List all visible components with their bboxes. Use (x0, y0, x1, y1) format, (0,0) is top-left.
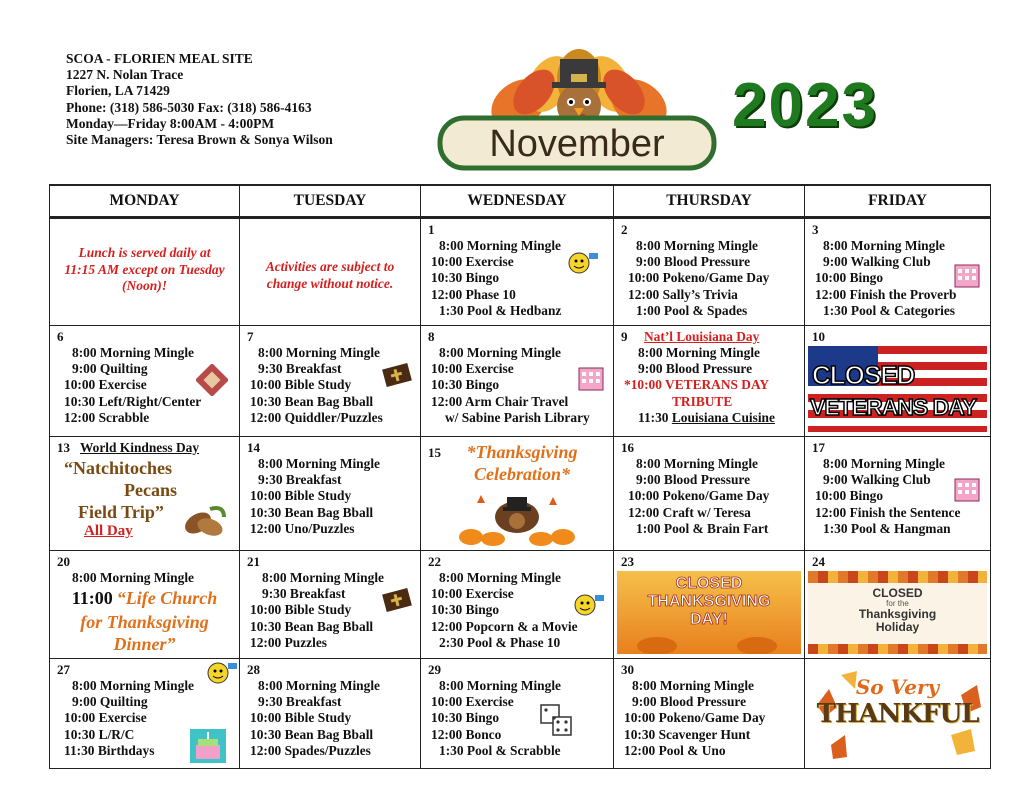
activity-item: 8:00 Morning Mingle (72, 570, 194, 585)
day-cell-23 (614, 551, 805, 659)
bingo-card-icon (953, 477, 981, 503)
activity-item: 9:30 Breakfast (258, 694, 342, 710)
header-thursday: THURSDAY (614, 185, 805, 218)
louisiana-day-title: Nat’l Louisiana Day (644, 329, 760, 344)
veterans-day-label: VETERANS DAY (810, 394, 977, 420)
activity-item: 10:00 Exercise (431, 254, 514, 270)
site-phone-fax: Phone: (318) 586-5030 Fax: (318) 586-4163 (66, 99, 312, 115)
activity-item: 12:00 Uno/Puzzles (250, 520, 355, 536)
activity-item: 10:00 Pokeno/Game Day (628, 270, 770, 286)
day-cell-8 (421, 326, 614, 437)
bingo-card-icon (953, 263, 981, 289)
louisiana-cuisine: Louisiana Cuisine (671, 409, 775, 425)
activity-item: 1:30 Pool & Hangman (823, 520, 951, 536)
bible-icon (380, 360, 414, 390)
activity-item: 10:30 L/R/C (64, 726, 135, 742)
activity-item: 12:00 Spades/Puzzles (250, 742, 371, 758)
so-very-thankful-art (811, 665, 984, 762)
cell-activities-note (240, 218, 421, 326)
header-wednesday: WEDNESDAY (421, 185, 614, 218)
site-hours: Monday—Friday 8:00AM - 4:00PM (66, 115, 275, 131)
activity-item: 9:30 Breakfast (258, 472, 342, 488)
month-label: November (489, 123, 665, 165)
closed-thanksgiving-banner (617, 571, 801, 654)
dinner-time: 11:00 (71, 588, 113, 608)
day-number: 13 (57, 440, 70, 455)
closed-label: CLOSED (812, 360, 915, 390)
activity-item: 8:00 Morning Mingle (262, 570, 384, 585)
field-trip (64, 457, 177, 523)
activity-item: 9:00 Blood Pressure (638, 361, 753, 377)
closed-label: CLOSED (675, 575, 743, 592)
activity-item: 12:00 Phase 10 (431, 286, 516, 302)
day-number: 6 (57, 329, 64, 344)
activity-item: 8:00 Morning Mingle (258, 456, 380, 471)
activity-item: 8:00 Morning Mingle (258, 678, 380, 693)
activity-item: 8:00 Morning Mingle (439, 570, 561, 585)
site-name: SCOA - FLORIEN MEAL SITE (66, 51, 253, 66)
activity-item: 10:00 Pokeno/Game Day (624, 710, 766, 726)
thanksgiving-celebration (457, 441, 587, 485)
activity-list (240, 456, 420, 537)
day-number: 23 (621, 554, 634, 569)
thanksgiving-label: THANKSGIVING (647, 593, 771, 610)
closed-label: CLOSED (872, 586, 923, 600)
calendar-grid (49, 184, 991, 769)
day-cell-24 (805, 551, 991, 659)
activity-item: 10:00 Bible Study (250, 377, 352, 393)
activity-item: 11:30 Birthdays (64, 742, 155, 758)
day-number: 15 (428, 445, 441, 460)
activity-item: 12:00 Finish the Sentence (815, 504, 961, 520)
dice-icon (539, 703, 573, 737)
header-friday: FRIDAY (805, 185, 991, 218)
activity-item: 10:00 Bible Study (250, 488, 352, 504)
activity-item: 10:00 Exercise (64, 377, 147, 393)
leaves-icon (808, 644, 987, 654)
activity-item: 9:00 Blood Pressure (636, 472, 751, 488)
activity-item: 8:00 Morning Mingle (258, 345, 380, 360)
veterans-tribute-2: TRIBUTE (672, 393, 733, 409)
week-row (50, 659, 991, 769)
week-row (50, 551, 991, 659)
so-very-label: So Very (855, 675, 940, 699)
activity-item: w/ Sabine Parish Library (445, 409, 590, 425)
weekday-header-row (50, 185, 991, 218)
day-number: 20 (57, 554, 70, 569)
bingo-card-icon (577, 366, 605, 392)
activity-item: 8:00 Morning Mingle (636, 238, 758, 253)
activity-item: 10:30 Bingo (431, 270, 500, 286)
day-cell-7 (240, 326, 421, 437)
activity-item: 12:00 Bonco (431, 726, 502, 742)
activity-item: 12:00 Sally’s Trivia (628, 286, 738, 302)
holiday-label: Holiday (875, 620, 920, 634)
closed-veterans-banner (808, 346, 987, 432)
header-tuesday: TUESDAY (240, 185, 421, 218)
thankful-label: THANKFUL (816, 699, 979, 729)
day-number: 29 (428, 662, 441, 677)
activity-item: 12:00 Craft w/ Teresa (628, 504, 751, 520)
activity-item: 10:00 Pokeno/Game Day (628, 488, 770, 504)
day-number: 9 (621, 329, 628, 344)
day-cell-21 (240, 551, 421, 659)
day-cell-29 (421, 659, 614, 769)
activity-item: 10:00 Bingo (815, 270, 884, 286)
day-number: 16 (621, 440, 634, 455)
day-number: 30 (621, 662, 634, 677)
activity-item: 9:00 Quilting (72, 361, 148, 377)
activity-item: 10:00 Exercise (431, 361, 514, 377)
header-monday: MONDAY (50, 185, 240, 218)
day-cell-10 (805, 326, 991, 437)
trip-line: “Natchitoches (64, 458, 172, 478)
activity-item: 1:00 Pool & Spades (636, 302, 748, 318)
activity-item: 10:00 Bible Study (250, 602, 352, 618)
activity-item: 12:00 Puzzles (250, 634, 327, 650)
celebration-line: *Thanksgiving (466, 442, 578, 462)
day-number: 10 (812, 329, 825, 344)
activity-item: 12:00 Scrabble (64, 409, 150, 425)
site-info (66, 51, 333, 148)
activity-item: 9:00 Walking Club (823, 472, 931, 488)
dinner-line: Dinner” (113, 634, 176, 654)
day-cell-22 (421, 551, 614, 659)
day-cell-28 (240, 659, 421, 769)
leaves-icon (808, 571, 987, 583)
activity-item: 1:00 Pool & Brain Fart (636, 520, 769, 536)
day-cell-13 (50, 437, 240, 551)
activity-item: 8:00 Morning Mingle (823, 456, 945, 471)
celebration-line: Celebration* (473, 464, 570, 484)
week-row (50, 218, 991, 326)
day-number: 28 (247, 662, 260, 677)
smiley-icon (561, 249, 601, 275)
day-cell-6 (50, 326, 240, 437)
day-number: 2 (621, 222, 628, 237)
day-cell-16 (614, 437, 805, 551)
activity-item: 1:30 Pool & Scrabble (439, 742, 561, 758)
activity-item: 12:00 Finish the Proverb (815, 286, 957, 302)
day-cell-3 (805, 218, 991, 326)
activity-list (614, 238, 804, 319)
day-number: 24 (812, 554, 825, 569)
activity-item: 8:00 Morning Mingle (439, 678, 561, 693)
activity-item: 10:30 Bingo (431, 602, 500, 618)
day-number: 21 (247, 554, 260, 569)
pecans-icon (180, 499, 228, 545)
smiley-icon (567, 591, 607, 617)
year-label: 2023 (732, 71, 878, 140)
activity-item: 8:00 Morning Mingle (632, 678, 754, 693)
day-cell-9 (614, 326, 805, 437)
trip-line: Pecans (124, 480, 177, 500)
activity-item: 2:30 Pool & Phase 10 (439, 634, 561, 650)
activity-item: 12:00 Arm Chair Travel (431, 393, 569, 409)
activity-item: 10:30 Bingo (431, 377, 500, 393)
birthday-cake-icon (190, 729, 226, 763)
lunch-note: Lunch is served daily at 11:15 AM except on Tuesday (Noon)! (64, 245, 225, 293)
activity-item: 8:00 Morning Mingle (439, 238, 561, 253)
activity-item: 9:00 Blood Pressure (632, 694, 747, 710)
day-number: 7 (247, 329, 254, 344)
november-turkey-logo (434, 44, 720, 172)
day-cell-30 (614, 659, 805, 769)
day-cell-14 (240, 437, 421, 551)
activity-item: 1:30 Pool & Categories (823, 302, 956, 318)
closed-holiday-banner (808, 571, 987, 654)
activity-item: 10:30 Left/Right/Center (64, 393, 202, 409)
dinner-line: for Thanksgiving (80, 612, 209, 632)
day-number: 27 (57, 662, 70, 677)
day-cell-2 (614, 218, 805, 326)
site-address-line2: Florien, LA 71429 (66, 83, 170, 99)
activity-item: 10:30 Bingo (431, 710, 500, 726)
activity-item: 9:30 Breakfast (258, 361, 342, 377)
activity-item: 9:00 Blood Pressure (636, 254, 751, 270)
turkey-pumpkins-icon (457, 491, 577, 547)
day-number: 3 (812, 222, 819, 237)
activity-item: 10:00 Bingo (815, 488, 884, 504)
day-cell-20 (50, 551, 240, 659)
trip-line: Field Trip” (78, 502, 164, 522)
week-row (50, 326, 991, 437)
activity-item: 9:00 Quilting (72, 694, 148, 710)
activity-list (614, 345, 804, 426)
day-number: 22 (428, 554, 441, 569)
smiley-icon (200, 659, 240, 685)
activity-item: 9:30 Breakfast (262, 586, 346, 602)
day-number: 1 (428, 222, 435, 237)
activity-item: 12:00 Pool & Uno (624, 742, 726, 758)
site-address-line1: 1227 N. Nolan Trace (66, 67, 184, 83)
activity-list (614, 678, 804, 759)
activity-item: 10:00 Exercise (431, 694, 514, 710)
cell-lunch-note (50, 218, 240, 326)
activity-item: 10:00 Exercise (64, 710, 147, 726)
day-cell-27 (50, 659, 240, 769)
activity-item: 10:00 Exercise (431, 586, 514, 602)
life-church-dinner (50, 587, 239, 655)
activity-item: 10:30 Bean Bag Bball (250, 504, 374, 520)
activity-item: 10:30 Scavenger Hunt (624, 726, 751, 742)
activity-list (240, 678, 420, 759)
activity-item (638, 410, 804, 426)
activity-item: 8:00 Morning Mingle (439, 345, 561, 360)
activities-note: Activities are subject to change without notice. (265, 259, 395, 291)
day-cell-1 (421, 218, 614, 326)
bible-icon (380, 585, 414, 615)
activity-time: 11:30 (638, 409, 672, 425)
dinner-line: “Life Church (116, 588, 218, 608)
activity-list (614, 456, 804, 537)
activity-item: 10:30 Bean Bag Bball (250, 726, 374, 742)
activity-item: 8:00 Morning Mingle (72, 345, 194, 360)
for-the-label: for the (886, 599, 909, 608)
day-number: 8 (428, 329, 435, 344)
week-row (50, 437, 991, 551)
activity-item: 10:30 Bean Bag Bball (250, 393, 374, 409)
thankful-cell (805, 659, 991, 769)
activity-item: 8:00 Morning Mingle (72, 678, 194, 693)
day-label: DAY! (690, 611, 728, 628)
activity-item: 10:30 Bean Bag Bball (250, 618, 374, 634)
activity-item: 1:30 Pool & Hedbanz (439, 302, 562, 318)
world-kindness-title: World Kindness Day (80, 440, 200, 455)
day-cell-15 (421, 437, 614, 551)
activity-item: 12:00 Popcorn & a Movie (431, 618, 578, 634)
activity-item: 8:00 Morning Mingle (636, 456, 758, 471)
activity-item: 9:00 Walking Club (823, 254, 931, 270)
activity-list (421, 678, 613, 759)
thanksgiving-label: Thanksgiving (858, 607, 937, 621)
activity-item: 8:00 Morning Mingle (638, 345, 760, 360)
day-cell-17 (805, 437, 991, 551)
all-day-label: All Day (84, 523, 133, 539)
site-managers: Site Managers: Teresa Brown & Sonya Wilson (66, 132, 333, 148)
activity-item: 10:00 Bible Study (250, 710, 352, 726)
activity-item: 8:00 Morning Mingle (823, 238, 945, 253)
day-number: 17 (812, 440, 825, 455)
quilt-icon (196, 364, 228, 396)
veterans-tribute: *10:00 VETERANS DAY (624, 377, 770, 393)
pumpkins-icon (617, 630, 800, 654)
activity-item: 12:00 Quiddler/Puzzles (250, 409, 383, 425)
day-number: 14 (247, 440, 260, 455)
